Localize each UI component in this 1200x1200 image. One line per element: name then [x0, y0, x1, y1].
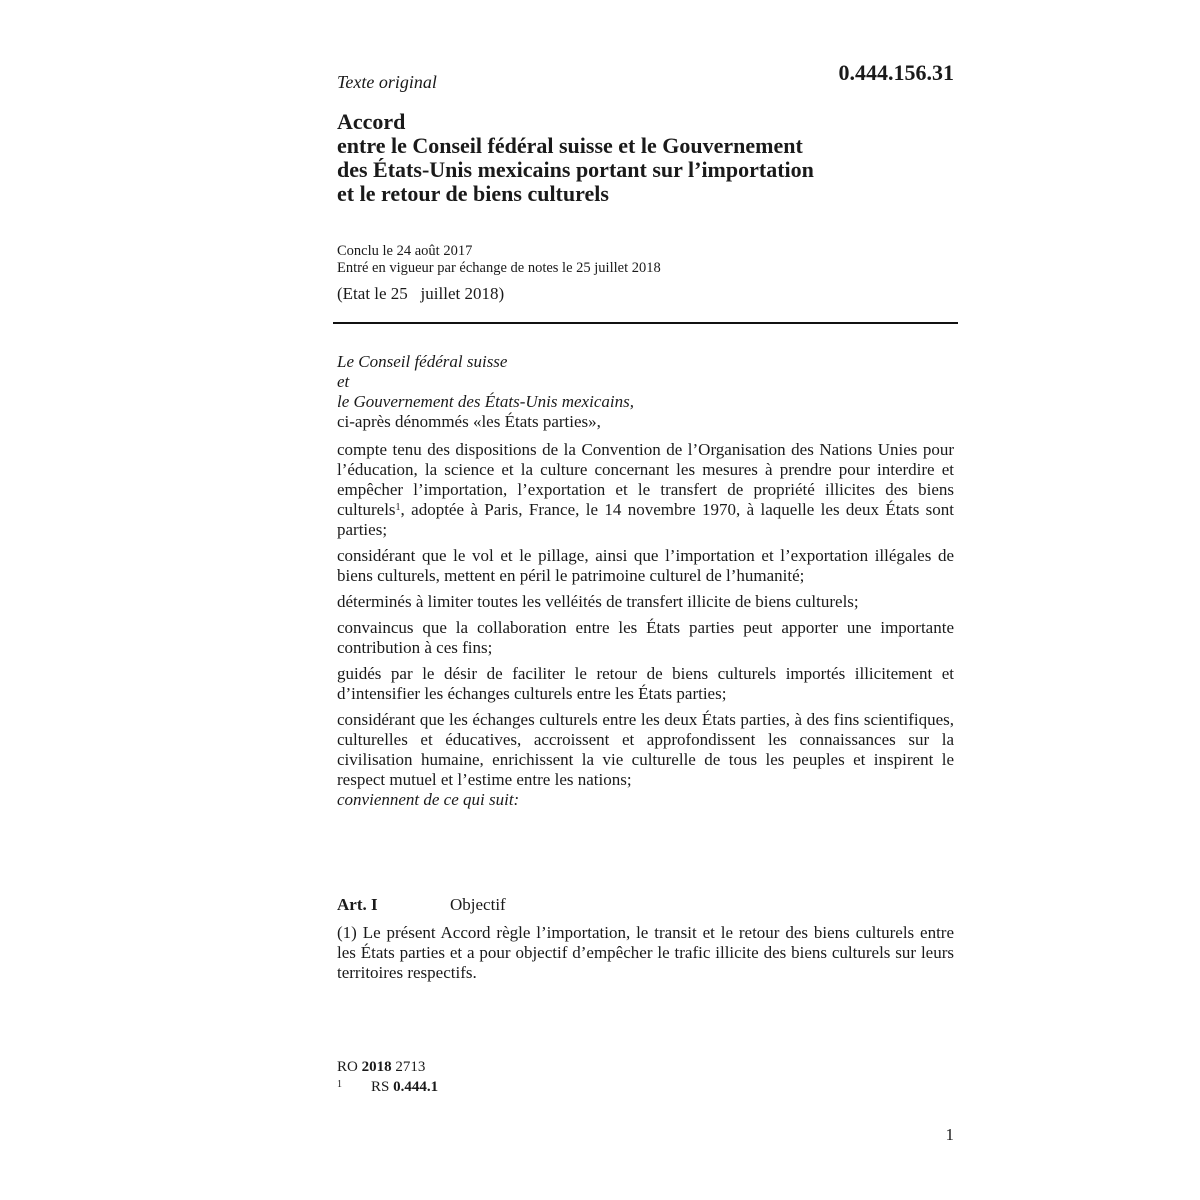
concluded-date: Conclu le 24 août 2017: [337, 243, 473, 259]
official-compilation-ref: [337, 1059, 425, 1076]
article-number: Art. I: [337, 895, 378, 914]
systematic-reference-number: 0.444.156.31: [838, 60, 954, 85]
footnote-prefix: RS: [371, 1079, 390, 1095]
article-heading: [337, 895, 954, 915]
preamble-paragraph: considérant que le vol et le pillage, ainsi que l’importation et l’exportation illégales de biens culturels, mettent en péril le patrimoine culturel de l’humanité;: [337, 546, 954, 585]
preamble-paragraph: guidés par le désir de faciliter le retour de biens culturels importés illicitement et d’intensifier les échanges culturels entre les États parties;: [337, 664, 954, 703]
original-text-label: Texte original: [337, 72, 437, 92]
conjunction: et: [337, 372, 350, 391]
article-title: Objectif: [450, 895, 506, 914]
agreement-clause: conviennent de ce qui suit:: [337, 790, 520, 809]
preamble-paragraph: déterminés à limiter toutes les velléités de transfert illicite de biens culturels;: [337, 592, 859, 611]
header-divider: [333, 322, 958, 324]
title-line: Accord: [337, 109, 406, 134]
footnote-ref[interactable]: 0.444.1: [393, 1079, 439, 1095]
article-paragraph: (1) Le présent Accord règle l’importation, le transit et le retour des biens culturels entre les États parties et a pour objectif d’empêcher le trafic illicite des biens culturels sur leurs territoires respectifs.: [337, 923, 954, 982]
ro-year: 2018: [361, 1059, 392, 1075]
denomination: ci-après dénommés «les États parties»,: [337, 412, 601, 431]
preamble-paragraph: [337, 440, 954, 540]
footnote-reference[interactable]: 1: [395, 502, 401, 513]
ro-prefix: RO: [337, 1059, 358, 1075]
preamble-paragraph: convaincus que la collaboration entre les États parties peut apporter une importante contribution à ces fins;: [337, 618, 954, 657]
title-line: entre le Conseil fédéral suisse et le Gouvernement: [337, 133, 803, 158]
entry-into-force: Entré en vigueur par échange de notes le 25 juillet 2018: [337, 260, 661, 276]
party-mexico: le Gouvernement des États-Unis mexicains,: [337, 392, 634, 411]
ro-page: 2713: [395, 1059, 426, 1075]
document-dates: [337, 243, 661, 277]
preamble-text: , adoptée à Paris, France, le 14 novembre 1970, à laquelle les deux États sont parties;: [337, 500, 954, 539]
title-line: des États-Unis mexicains portant sur l’importation: [337, 157, 814, 182]
title-line: et le retour de biens culturels: [337, 181, 609, 206]
preamble-paragraph: considérant que les échanges culturels entre les deux États parties, à des fins scientifiques, culturelles et éducatives, accroissent et approfondissent les connaissances sur la civilisation humaine, enrichissent la vie culturelle de tous les peuples et inspirent le respect mutuel et l’estime entre les nations;: [337, 710, 954, 789]
party-swiss: Le Conseil fédéral suisse: [337, 352, 508, 371]
preamble: [337, 352, 954, 810]
footnote: [337, 1079, 438, 1096]
page-number: 1: [945, 1125, 954, 1144]
document-title: [337, 110, 937, 206]
footnote-mark: 1: [337, 1079, 342, 1090]
preamble-text: compte tenu des dispositions de la Convention de l’Organisation des Nations Unies pour l’éducation, la science et la culture concernant les mesures à prendre pour interdire et empêcher l’importation, l’exportation et le transfert de propriété illicites des biens culturels: [337, 440, 954, 519]
status-date: (Etat le 25 juillet 2018): [337, 284, 505, 303]
